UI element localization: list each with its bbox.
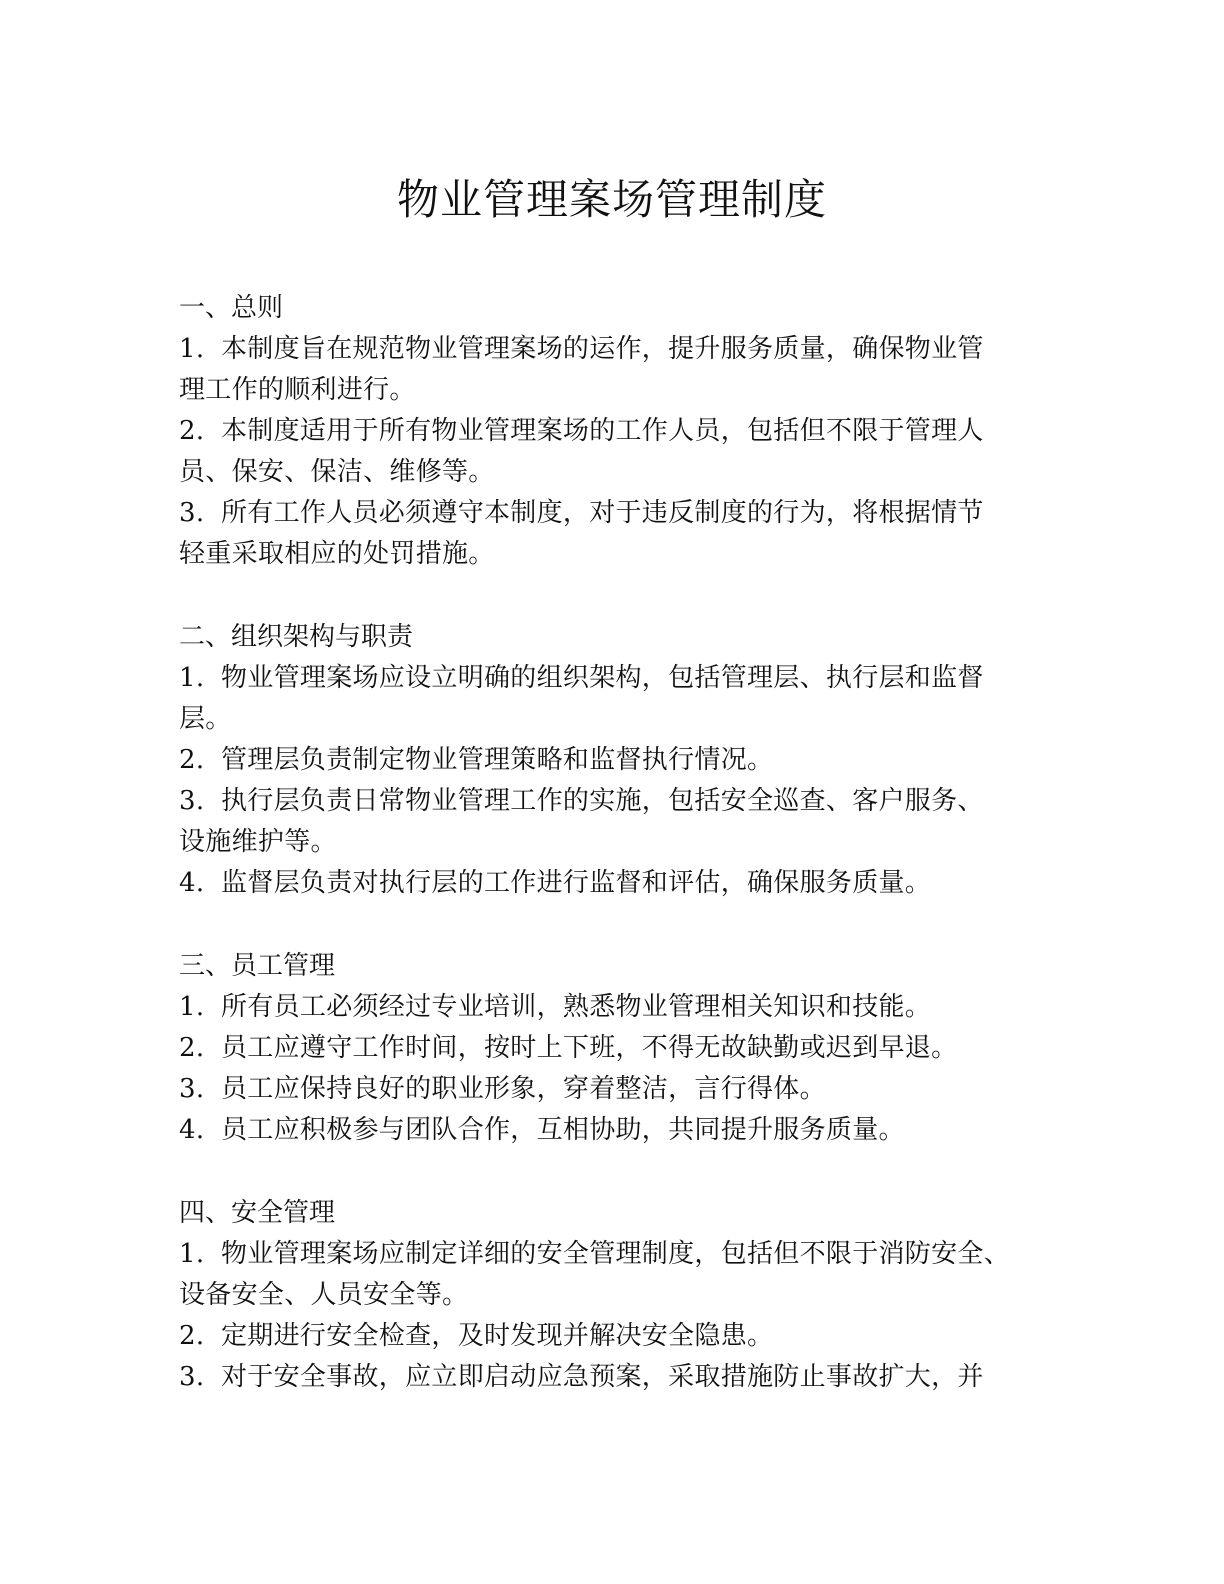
clause: [179, 781, 1054, 822]
clause-number: 2.: [179, 1321, 205, 1351]
document-body: [179, 288, 1054, 1440]
clause-text: 对于安全事故，应立即启动应急预案，采取措施防止事故扩大，并: [221, 1362, 984, 1392]
section-heading: 二、组织架构与职责: [179, 622, 414, 652]
clause-number: 1.: [179, 334, 205, 364]
clause-number: 2.: [179, 1033, 205, 1063]
clause-text: 员工应积极参与团队合作，互相协助，共同提升服务质量。: [221, 1115, 905, 1145]
clause-text: 所有工作人员必须遵守本制度，对于违反制度的行为，将根据情节: [221, 498, 984, 528]
clause: [179, 1110, 1054, 1151]
clause-number: 2.: [179, 745, 205, 775]
section-general: [179, 288, 1054, 575]
section-heading: 四、安全管理: [179, 1198, 336, 1228]
document-title: 物业管理案场管理制度: [396, 175, 827, 224]
clause: [179, 658, 1054, 699]
clause-text: 物业管理案场应制定详细的安全管理制度，包括但不限于消防安全、: [221, 1239, 1011, 1269]
section-heading: 一、总则: [179, 293, 284, 323]
clause: [179, 1234, 1054, 1275]
clause: [179, 863, 1054, 904]
clause-continuation: 轻重采取相应的处罚措施。: [179, 539, 495, 569]
clause-number: 1.: [179, 992, 205, 1022]
clause-text: 本制度旨在规范物业管理案场的运作，提升服务质量，确保物业管: [221, 334, 984, 364]
clause-number: 1.: [179, 1239, 205, 1269]
clause-text: 所有员工必须经过专业培训，熟悉物业管理相关知识和技能。: [221, 992, 932, 1022]
clause: [179, 329, 1054, 370]
clause-continuation: 层。: [179, 704, 232, 734]
clause-text: 物业管理案场应设立明确的组织架构，包括管理层、执行层和监督: [221, 663, 984, 693]
clause: [179, 1357, 1054, 1398]
clause-continuation: 设备安全、人员安全等。: [179, 1280, 469, 1310]
section-heading: 三、员工管理: [179, 951, 336, 981]
clause-text: 员工应保持良好的职业形象，穿着整洁，言行得体。: [221, 1074, 826, 1104]
clause: [179, 1316, 1054, 1357]
clause-number: 2.: [179, 416, 205, 446]
clause-continuation: 员、保安、保洁、维修等。: [179, 457, 495, 487]
clause-text: 监督层负责对执行层的工作进行监督和评估，确保服务质量。: [221, 868, 932, 898]
clause: [179, 411, 1054, 452]
clause-text: 员工应遵守工作时间，按时上下班，不得无故缺勤或迟到早退。: [221, 1033, 958, 1063]
clause-text: 管理层负责制定物业管理策略和监督执行情况。: [221, 745, 774, 775]
clause-number: 1.: [179, 663, 205, 693]
section-organization: [179, 617, 1054, 904]
clause-number: 4.: [179, 1115, 205, 1145]
section-staff: [179, 946, 1054, 1151]
clause: [179, 1069, 1054, 1110]
clause-number: 3.: [179, 1074, 205, 1104]
clause: [179, 740, 1054, 781]
clause-continuation: 设施维护等。: [179, 827, 337, 857]
clause-number: 3.: [179, 786, 205, 816]
section-safety: [179, 1193, 1054, 1398]
clause-number: 4.: [179, 868, 205, 898]
clause: [179, 987, 1054, 1028]
clause-text: 定期进行安全检查，及时发现并解决安全隐患。: [221, 1321, 774, 1351]
clause: [179, 1028, 1054, 1069]
clause-text: 本制度适用于所有物业管理案场的工作人员，包括但不限于管理人: [221, 416, 984, 446]
clause-number: 3.: [179, 1362, 205, 1392]
clause: [179, 493, 1054, 534]
clause-number: 3.: [179, 498, 205, 528]
clause-text: 执行层负责日常物业管理工作的实施，包括安全巡查、客户服务、: [221, 786, 984, 816]
clause-continuation: 理工作的顺利进行。: [179, 375, 416, 405]
